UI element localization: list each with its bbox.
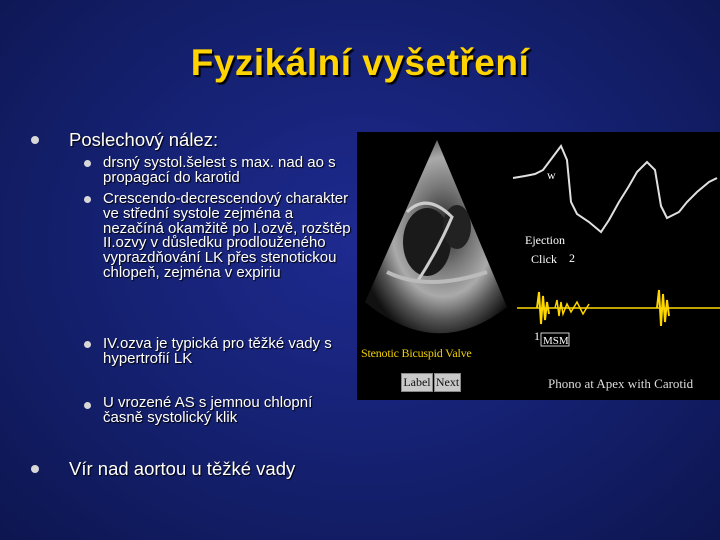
bullet-dot (31, 136, 39, 144)
click-label: Click (531, 252, 557, 266)
bullet-poslechovy-nalez: Poslechový nález: (69, 129, 219, 150)
label-button[interactable]: Label (401, 373, 433, 392)
sub-bullet-vrozene-as: U vrozené AS s jemnou chlopní časně systolický klik (103, 394, 313, 426)
carotid-waveform (513, 146, 717, 232)
bullet-dot (31, 465, 39, 473)
msm-label: MSM (543, 335, 569, 347)
sub-bullet-systol-selest: drsný systol.šelest s max. nad ao s propagací do karotid (103, 154, 336, 186)
sub-bullet-dot (84, 341, 91, 348)
sub-bullet-crescendo: Crescendo-decrescendový charakter ve střední systole zejména a nezačíná okamžitě po I.ozvě, rozštěp II.ozvy v důsledku prodlouženého vyprazdňování LK přes stenotickou chlopeň, zejména v expiriu (103, 190, 351, 281)
slide-title: Fyzikální vyšetření (190, 42, 530, 83)
echo-caption: Stenotic Bicuspid Valve (361, 346, 472, 360)
phono-caption: Phono at Apex with Carotid (548, 376, 694, 391)
sub-bullet-iv-ozva: IV.ozva je typická pro těžké vady s hypertrofií LK (103, 335, 332, 367)
phonocardiogram (517, 290, 720, 326)
bullet-vir-nad-aortou: Vír nad aortou u těžké vady (69, 458, 296, 479)
w-label: w (547, 168, 556, 182)
echo-sector-image (365, 140, 507, 333)
marker-1-label: 1 (534, 329, 540, 343)
sub-bullet-dot (84, 402, 91, 409)
echo-phono-figure (357, 132, 720, 400)
sub-bullet-dot (84, 196, 91, 203)
marker-2-label: 2 (569, 251, 575, 265)
next-button[interactable]: Next (434, 373, 461, 392)
sub-bullet-dot (84, 160, 91, 167)
ejection-label: Ejection (525, 233, 565, 247)
